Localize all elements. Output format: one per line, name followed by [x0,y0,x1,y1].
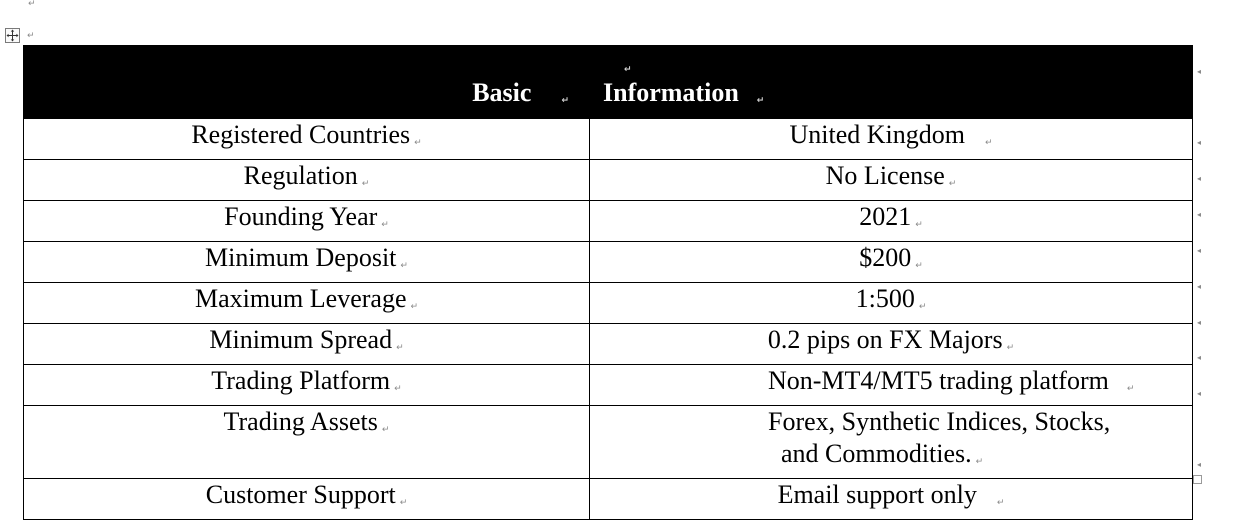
paragraph-mark: ↵ [975,457,984,467]
row-label: Minimum Spread [209,325,393,354]
table-row [24,242,1193,283]
header-information-label: Information [603,78,739,107]
paragraph-mark: ↵ [28,0,36,9]
table-row [24,160,1193,201]
paragraph-mark: ↵ [918,302,927,312]
paragraph-mark: ↵ [394,384,402,394]
row-value: 0.2 pips on FX Majors [767,325,1003,354]
header-cell-basic[interactable] [24,46,590,119]
row-value: 1:500 [855,284,915,313]
row-value-cell[interactable] [590,160,1193,201]
row-value-cell[interactable] [590,283,1193,324]
row-value-cell[interactable] [590,119,1193,160]
row-end-mark: ◂ [1197,210,1202,219]
row-end-mark: ◂ [1197,389,1202,398]
row-end-mark: ◂ [1197,460,1202,469]
row-end-mark: ◂ [1197,67,1202,76]
paragraph-mark: ↵ [27,31,35,41]
row-value: Email support only [777,480,977,509]
paragraph-mark: ↵ [996,498,1005,508]
row-label: Minimum Deposit [205,243,397,272]
table-row [24,324,1193,365]
paragraph-mark: ↵ [400,261,408,271]
row-value-cell[interactable] [590,406,1193,479]
table-row [24,119,1193,160]
info-table [23,45,1193,520]
row-label: Trading Platform [211,366,391,395]
paragraph-mark: ↵ [948,179,957,189]
table-row [24,283,1193,324]
row-value-cell[interactable] [590,365,1193,406]
row-label-cell[interactable] [24,201,590,242]
row-label: Regulation [243,161,358,190]
row-label: Registered Countries [191,120,411,149]
row-value-cell[interactable] [590,242,1193,283]
row-label-cell[interactable] [24,324,590,365]
row-end-mark: ◂ [1197,282,1202,291]
row-label-cell[interactable] [24,242,590,283]
table-row [24,365,1193,406]
table-resize-handle[interactable] [1193,475,1202,484]
row-label: Founding Year [224,202,378,231]
paragraph-mark: ↵ [756,96,765,106]
row-end-mark: ◂ [1197,138,1202,147]
paragraph-mark: ↵ [1126,384,1135,394]
row-value: $200 [859,243,912,272]
paragraph-mark: ↵ [561,96,569,106]
row-end-mark: ◂ [1197,174,1202,183]
paragraph-mark: ↵ [361,179,370,189]
row-value-cell[interactable] [590,201,1193,242]
paragraph-mark: ↵ [1006,343,1015,353]
paragraph-mark: ↵ [396,343,404,353]
row-label-cell[interactable] [24,160,590,201]
header-cell-information[interactable] [590,46,1193,119]
row-value-cell[interactable] [590,324,1193,365]
row-value-line2: and Commodities. [781,439,972,468]
row-label-cell[interactable] [24,283,590,324]
paragraph-mark: ↵ [915,220,923,230]
table-row [24,201,1193,242]
row-label-cell[interactable] [24,119,590,160]
row-value: No License [825,161,945,190]
row-value: United Kingdom [789,120,965,149]
header-basic-label: Basic [472,78,532,107]
paragraph-mark: ↵ [410,302,419,312]
row-label-cell[interactable] [24,406,590,479]
row-value: 2021 [859,202,912,231]
paragraph-mark: ↵ [984,138,993,148]
paragraph-mark: ↵ [915,261,923,271]
row-label: Maximum Leverage [194,284,407,313]
row-end-mark: ◂ [1197,246,1202,255]
row-value: Non-MT4/MT5 trading platform [768,366,1109,395]
table-row [24,406,1193,479]
row-end-mark: ◂ [1197,318,1202,327]
row-end-mark: ◂ [1197,353,1202,362]
paragraph-mark: ↵ [414,138,422,148]
paragraph-mark: ↵ [381,425,390,435]
table-header-row [24,46,1193,119]
row-label: Trading Assets [223,407,378,436]
paragraph-mark: ↵ [381,220,389,230]
table-move-handle-icon[interactable] [5,28,20,43]
row-label: Customer Support [205,480,396,509]
paragraph-mark: ↵ [624,65,632,75]
row-value: Forex, Synthetic Indices, Stocks, [768,407,1111,436]
row-label-cell[interactable] [24,365,590,406]
paragraph-mark: ↵ [399,498,408,508]
